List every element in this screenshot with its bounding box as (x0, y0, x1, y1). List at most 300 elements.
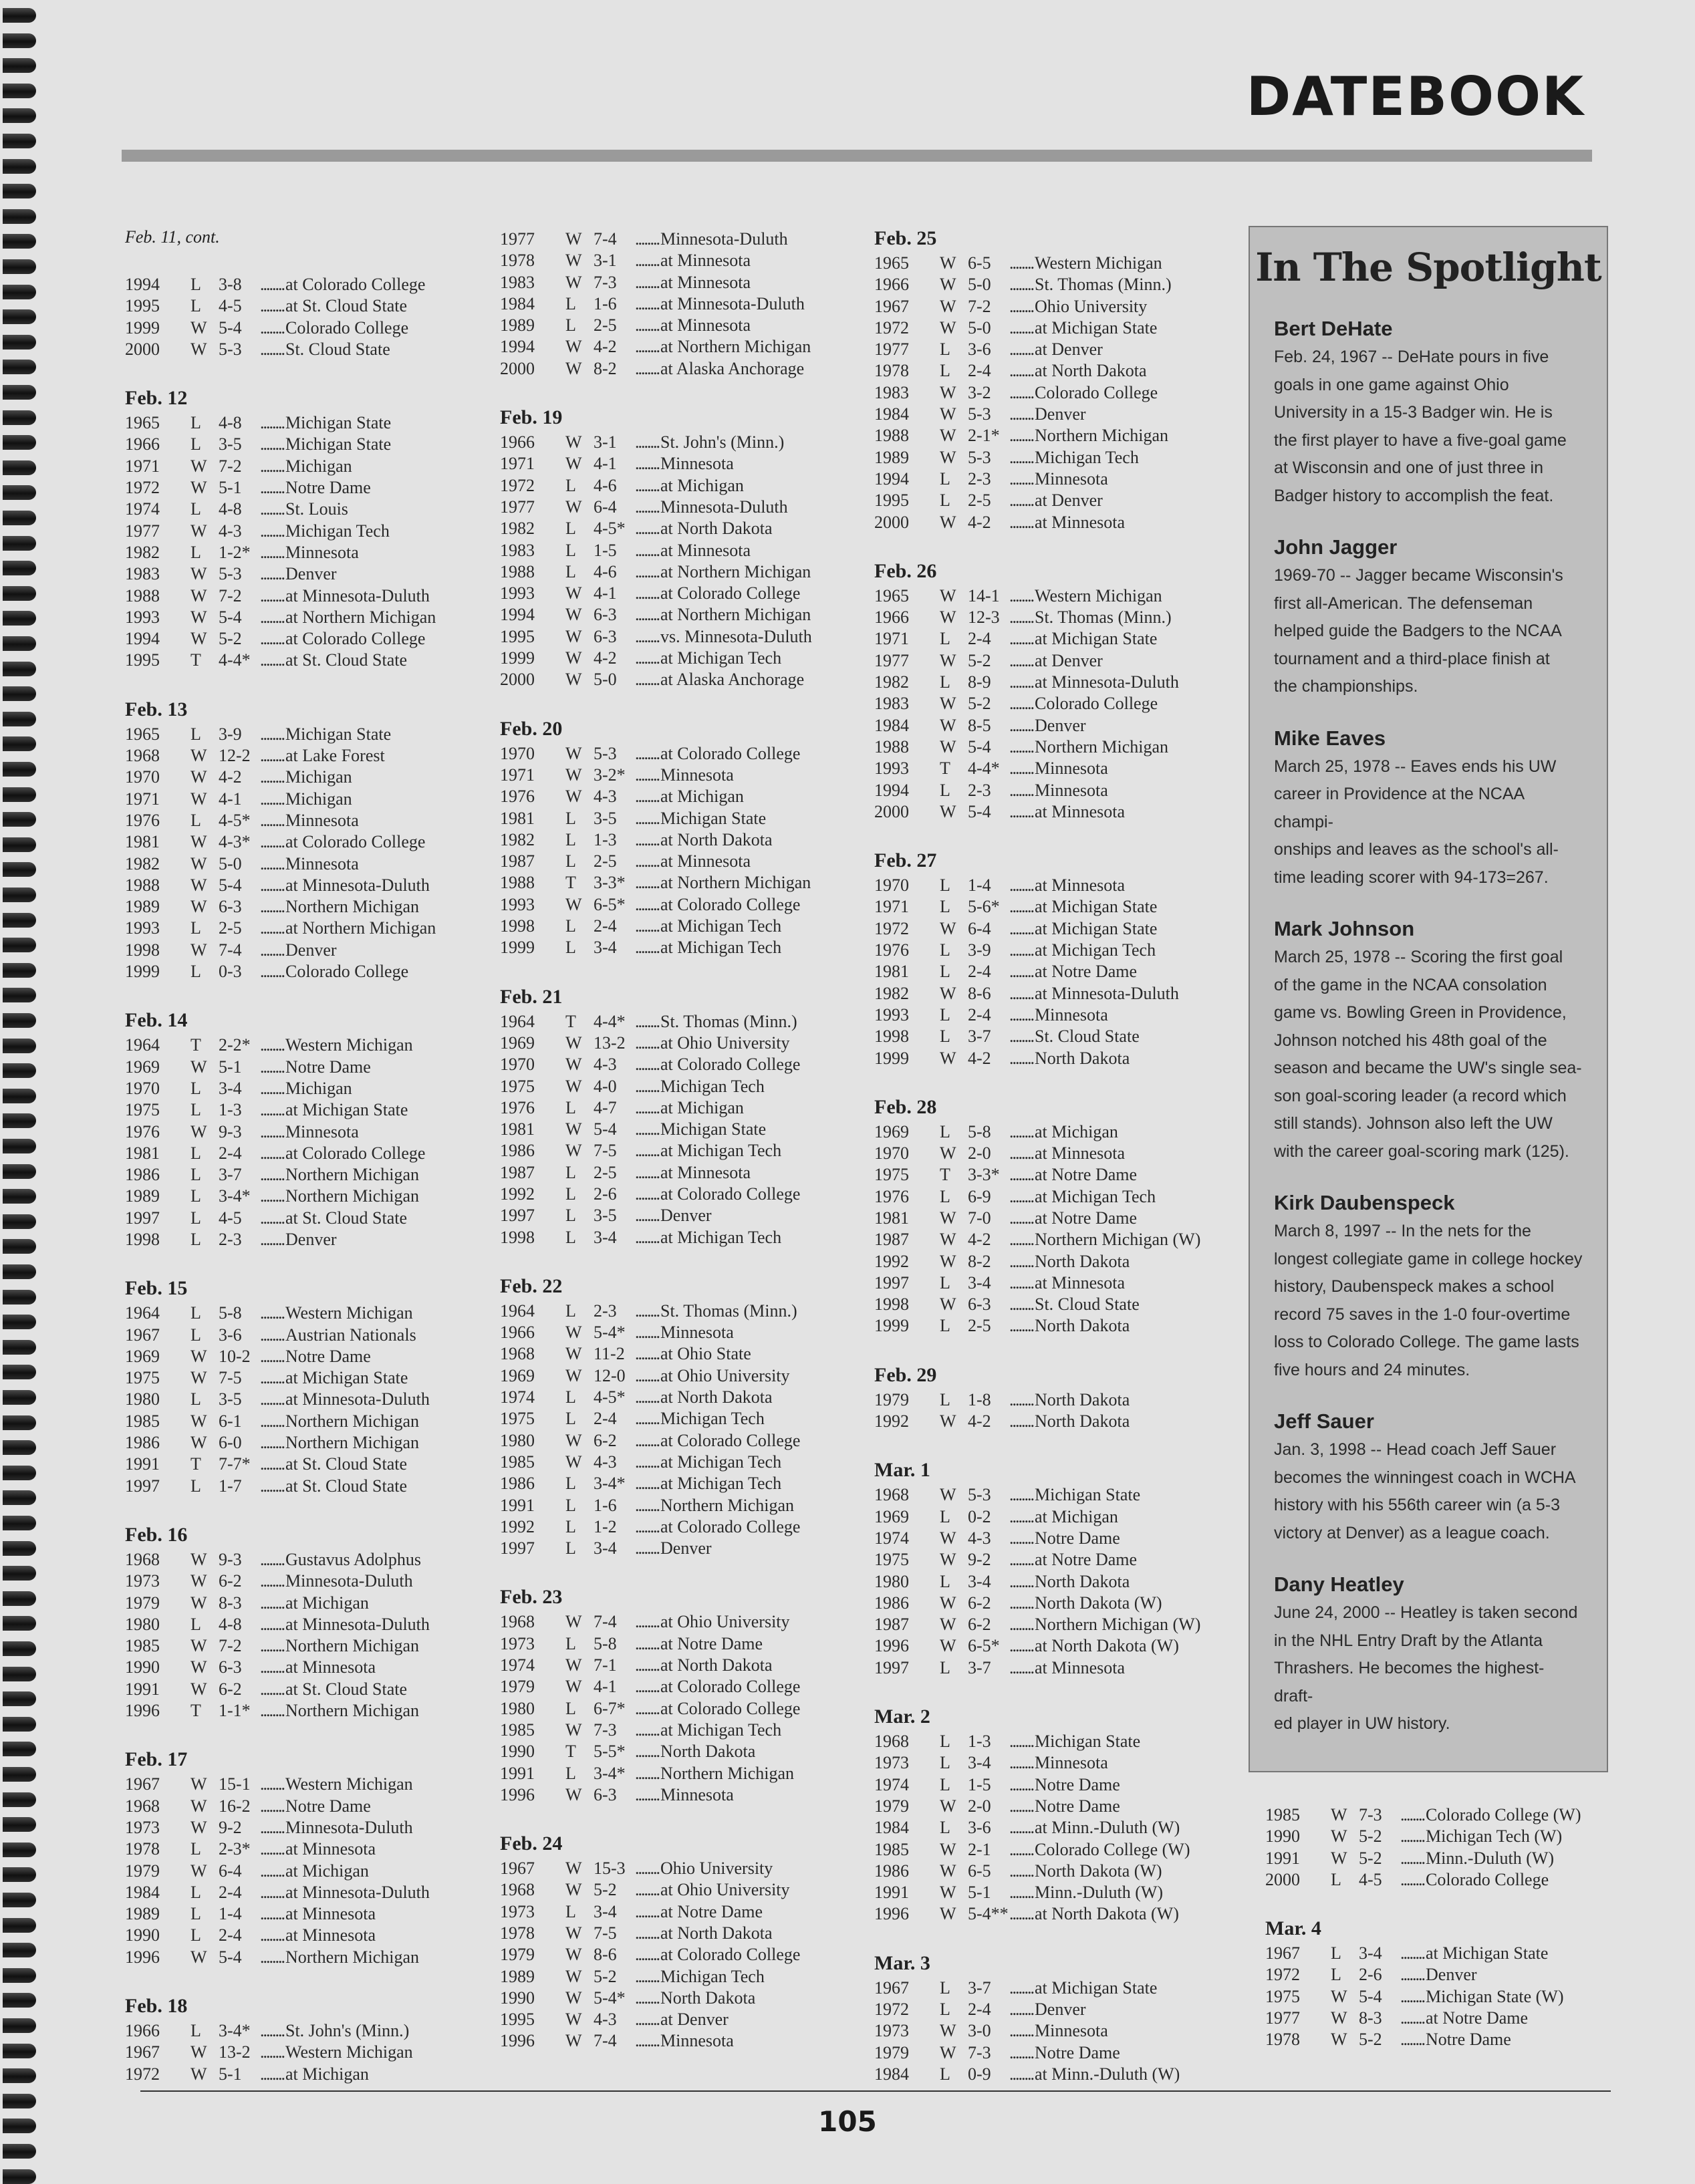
game-row (500, 1741, 834, 1762)
game-result: W (190, 1817, 207, 1837)
game-row (874, 801, 1208, 823)
game-score: 3-4 (968, 1272, 991, 1292)
date-section (1265, 1804, 1599, 1891)
game-score: 3-5 (594, 808, 617, 828)
game-row (125, 1657, 459, 1678)
spiral-coil (3, 712, 36, 726)
spiral-coil (3, 1842, 36, 1857)
game-result: L (940, 1571, 950, 1591)
game-score: 6-3 (219, 897, 242, 917)
game-year: 1971 (874, 897, 909, 917)
game-row (500, 1054, 834, 1075)
game-opponent: ........ at Michigan Tech (1009, 1186, 1208, 1208)
game-opponent: ........ Minnesota (1009, 780, 1208, 801)
date-heading: Feb. 11, cont. (125, 227, 220, 247)
game-result: W (190, 629, 207, 649)
date-heading: Feb. 28 (874, 1095, 937, 1118)
game-score: 5-4 (219, 1947, 242, 1967)
game-score: 3-4* (594, 1474, 626, 1494)
game-row (874, 317, 1208, 339)
game-opponent: ........ at Michigan (635, 475, 834, 497)
game-year: 1995 (125, 296, 160, 316)
spiral-coil (3, 1365, 36, 1379)
game-year: 1975 (874, 1165, 909, 1185)
game-score: 5-4 (594, 1119, 617, 1139)
game-score: 3-3* (968, 1165, 1000, 1185)
game-result: L (940, 468, 950, 489)
game-year: 1968 (125, 1796, 160, 1816)
game-year: 1983 (500, 540, 535, 560)
game-row (500, 1301, 834, 1322)
game-year: 1996 (125, 1701, 160, 1721)
date-heading: Feb. 20 (500, 717, 563, 740)
game-result: W (565, 454, 582, 474)
game-score: 9-2 (968, 1550, 991, 1570)
spotlight-line: in the NHL Entry Draft by the Atlanta (1274, 1631, 1543, 1650)
game-score: 6-4 (219, 1861, 242, 1881)
spotlight-line: loss to Colorado College. The game lasts (1274, 1333, 1579, 1351)
game-row (125, 650, 459, 671)
game-row (125, 1208, 459, 1229)
game-score: 5-0 (968, 317, 991, 337)
game-result: L (940, 1506, 950, 1526)
game-result: W (190, 521, 207, 541)
game-year: 1968 (125, 1549, 160, 1569)
game-year: 1983 (500, 272, 535, 292)
game-row (125, 2042, 459, 2063)
game-score: 4-4* (219, 650, 251, 670)
game-result: W (190, 2064, 207, 2084)
game-row (500, 1879, 834, 1901)
game-opponent: ........ Michigan State (W) (1400, 1986, 1599, 2008)
game-row (500, 626, 834, 648)
date-section (125, 1995, 459, 2085)
game-opponent: ........ at Michigan Tech (635, 1452, 834, 1473)
game-result: L (940, 940, 950, 960)
date-section (125, 1748, 459, 1968)
game-year: 1997 (500, 1206, 535, 1226)
game-score: 9-3 (219, 1121, 242, 1141)
game-result: W (940, 1485, 956, 1505)
results-column-3 (874, 227, 1208, 2112)
game-score: 12-3 (968, 607, 1000, 628)
game-opponent: ........ at Michigan State (1009, 918, 1208, 940)
game-score: 3-4 (1359, 1943, 1382, 1963)
game-result: L (190, 918, 201, 938)
game-row (874, 1839, 1208, 1861)
game-result: W (940, 317, 956, 337)
game-row (500, 293, 834, 315)
game-row (125, 1861, 459, 1882)
spiral-coil (3, 33, 36, 48)
game-row (874, 1882, 1208, 1903)
game-row (874, 918, 1208, 940)
game-result: L (190, 1078, 201, 1098)
date-heading: Feb. 24 (500, 1832, 563, 1855)
date-section (874, 1952, 1208, 2085)
spotlight-line: tournament and a third-place finish at (1274, 649, 1550, 668)
game-result: L (565, 1516, 576, 1536)
game-opponent: ........ at Minnesota (635, 315, 834, 336)
game-opponent: ........ Ohio University (635, 1858, 834, 1879)
game-score: 7-5 (594, 1141, 617, 1161)
game-year: 1995 (500, 626, 535, 646)
game-row (125, 767, 459, 788)
game-score: 6-4 (968, 918, 991, 938)
game-opponent: ........ at Colorado College (635, 743, 834, 765)
game-score: 3-7 (219, 1165, 242, 1185)
spiral-coil (3, 536, 36, 551)
game-opponent: ........ at Michigan State (1400, 1943, 1599, 1964)
game-score: 7-5 (594, 1923, 617, 1943)
game-year: 1980 (500, 1698, 535, 1718)
game-opponent: ........ at Colorado College (635, 1054, 834, 1075)
game-row (874, 715, 1208, 736)
game-opponent: ........ at Colorado College (260, 831, 459, 853)
game-opponent: ........ at Colorado College (260, 1143, 459, 1164)
game-result: W (565, 1966, 582, 1986)
game-result: L (565, 916, 576, 936)
game-row (500, 518, 834, 539)
spiral-coil (3, 385, 36, 400)
game-result: W (190, 897, 207, 917)
game-result: L (190, 2021, 201, 2040)
game-result: L (565, 475, 576, 495)
game-year: 1972 (1265, 1965, 1300, 1985)
game-result: L (565, 829, 576, 849)
game-opponent: ........ North Dakota (1009, 1389, 1208, 1411)
game-year: 1997 (874, 1272, 909, 1292)
game-score: 5-8 (219, 1303, 242, 1323)
game-opponent: ........ at Colorado College (635, 1430, 834, 1452)
game-result: L (565, 808, 576, 828)
spiral-coil (3, 511, 36, 525)
game-year: 1977 (874, 650, 909, 670)
date-section (125, 227, 459, 360)
game-opponent: ........ Western Michigan (260, 1035, 459, 1056)
date-section (125, 1277, 459, 1497)
game-row (500, 1784, 834, 1806)
game-result: T (190, 650, 201, 670)
game-score: 3-9 (219, 724, 242, 744)
game-score: 9-3 (219, 1549, 242, 1569)
game-result: W (565, 743, 582, 763)
spotlight-entry (1250, 1573, 1607, 1738)
date-heading: Feb. 23 (500, 1586, 563, 1609)
game-row (874, 360, 1208, 382)
game-year: 1976 (125, 810, 160, 830)
game-row (500, 1011, 834, 1033)
game-opponent: ........ at Minnesota (635, 250, 834, 271)
game-result: L (565, 851, 576, 871)
spotlight-line: Feb. 24, 1967 -- DeHate pours in five (1274, 348, 1549, 366)
game-opponent: ........ at Minnesota-Duluth (635, 293, 834, 315)
game-row (874, 1796, 1208, 1817)
game-opponent: ........ at Colorado College (635, 1516, 834, 1538)
game-row (874, 1186, 1208, 1208)
game-row (125, 745, 459, 767)
game-row (500, 916, 834, 937)
game-year: 1976 (874, 1186, 909, 1206)
game-opponent: ........ at Michigan State (1009, 896, 1208, 918)
game-opponent: ........ Michigan State (260, 434, 459, 455)
date-section (1265, 1917, 1599, 2050)
game-row (500, 1720, 834, 1741)
game-opponent: ........ Northern Michigan (W) (1009, 1614, 1208, 1635)
game-result: W (565, 626, 582, 646)
game-opponent: ........ at Minnesota (1009, 512, 1208, 533)
spiral-coil (3, 662, 36, 676)
game-year: 1967 (874, 1977, 909, 1998)
spiral-coil (3, 2144, 36, 2159)
game-score: 2-4 (968, 962, 991, 982)
game-opponent: ........ St. Thomas (Minn.) (1009, 274, 1208, 295)
date-heading: Feb. 22 (500, 1274, 563, 1297)
game-score: 2-3 (968, 780, 991, 800)
game-year: 1973 (125, 1571, 160, 1591)
game-row (500, 1162, 834, 1184)
date-section (125, 1524, 459, 1722)
spiral-coil (3, 1340, 36, 1355)
game-row (874, 404, 1208, 425)
game-year: 1966 (874, 275, 909, 295)
game-row (500, 829, 834, 851)
game-row (125, 1229, 459, 1250)
game-year: 1989 (125, 897, 160, 917)
game-year: 1985 (500, 1720, 535, 1740)
game-score: 7-4 (594, 1612, 617, 1632)
game-year: 1964 (500, 1011, 535, 1031)
game-row (874, 468, 1208, 490)
date-section (500, 1275, 834, 1560)
game-result: W (565, 497, 582, 517)
game-year: 1970 (874, 875, 909, 896)
game-opponent: ........ at Minnesota (635, 272, 834, 293)
game-year: 1984 (874, 1818, 909, 1838)
game-opponent: ........ Denver (1009, 1999, 1208, 2020)
game-opponent: ........ Minnesota-Duluth (260, 1571, 459, 1592)
game-result: T (940, 759, 950, 779)
game-result: L (940, 339, 950, 360)
game-year: 1966 (500, 1323, 535, 1343)
game-year: 1970 (500, 1055, 535, 1075)
game-score: 2-0 (968, 1796, 991, 1816)
spotlight-line: helped guide the Badgers to the NCAA (1274, 622, 1562, 640)
game-year: 2000 (500, 670, 535, 690)
game-year: 1978 (874, 361, 909, 381)
game-year: 1974 (125, 499, 160, 519)
game-year: 1998 (125, 940, 160, 960)
game-year: 1978 (125, 1839, 160, 1859)
spiral-coil (3, 1867, 36, 1882)
game-opponent: ........ at Denver (635, 2009, 834, 2030)
game-year: 1998 (874, 1027, 909, 1047)
game-result: W (190, 2042, 207, 2062)
game-opponent: ........ North Dakota (1009, 1048, 1208, 1069)
game-year: 1965 (874, 253, 909, 273)
game-opponent: ........ Colorado College (1009, 382, 1208, 404)
game-opponent: ........ North Dakota (1009, 1411, 1208, 1432)
game-row (500, 1076, 834, 1097)
game-row (500, 583, 834, 604)
game-row (125, 434, 459, 455)
game-score: 6-0 (219, 1433, 242, 1453)
spiral-coil (3, 988, 36, 1002)
game-score: 5-0 (594, 670, 617, 690)
spiral-coil (3, 862, 36, 877)
spiral-coil (3, 1541, 36, 1556)
game-opponent: ........ at Michigan State (1009, 317, 1208, 339)
spiral-coil (3, 913, 36, 928)
spiral-coil (3, 938, 36, 952)
game-row (125, 1057, 459, 1078)
game-result: W (190, 1549, 207, 1569)
spiral-coil (3, 1164, 36, 1179)
game-opponent: ........ vs. Minnesota-Duluth (635, 626, 834, 648)
game-result: W (565, 1141, 582, 1161)
game-opponent: ........ at Michigan (260, 2064, 459, 2085)
game-score: 4-2 (968, 512, 991, 532)
game-result: W (940, 426, 956, 446)
game-score: 4-4* (968, 759, 1000, 779)
game-result: L (190, 434, 201, 454)
game-result: W (190, 1947, 207, 1967)
game-result: L (940, 1389, 950, 1409)
game-score: 2-3* (219, 1839, 251, 1859)
game-result: W (940, 1528, 956, 1548)
date-heading: Feb. 19 (500, 406, 563, 429)
game-row (500, 1655, 834, 1676)
spiral-coil (3, 58, 36, 73)
game-year: 1999 (125, 962, 160, 982)
game-opponent: ........ Michigan State (1009, 1731, 1208, 1752)
game-score: 4-5 (219, 1208, 242, 1228)
game-row (500, 808, 834, 829)
game-row (125, 1571, 459, 1592)
game-opponent: ........ Minnesota (1009, 1752, 1208, 1774)
game-row (874, 1411, 1208, 1432)
game-year: 1967 (125, 2042, 160, 2062)
game-year: 1993 (874, 1004, 909, 1025)
game-score: 5-3 (968, 447, 991, 467)
game-year: 1986 (125, 1433, 160, 1453)
game-opponent: ........ Notre Dame (1009, 2042, 1208, 2064)
game-result: L (565, 540, 576, 560)
game-row (1265, 2029, 1599, 2050)
game-year: 1969 (500, 1033, 535, 1053)
game-score: 4-1 (594, 454, 617, 474)
spiral-coil (3, 1113, 36, 1128)
spotlight-entry (1250, 917, 1607, 1166)
game-year: 1972 (874, 317, 909, 337)
game-year: 1984 (874, 404, 909, 424)
game-result: W (565, 1655, 582, 1675)
game-result: W (190, 1411, 207, 1431)
game-score: 3-0 (968, 2021, 991, 2041)
spotlight-name: Kirk Daubenspeck (1274, 1191, 1455, 1214)
game-row (500, 1858, 834, 1879)
game-result: W (565, 1344, 582, 1364)
game-row (500, 1763, 834, 1784)
game-opponent: ........ at Ohio University (635, 1033, 834, 1054)
game-row (874, 1571, 1208, 1593)
game-opponent: ........ Notre Dame (260, 477, 459, 499)
game-opponent: ........ Michigan State (635, 808, 834, 829)
game-score: 7-5 (219, 1368, 242, 1388)
game-year: 1974 (874, 1774, 909, 1794)
spotlight-line: game vs. Bowling Green in Providence, (1274, 1003, 1567, 1022)
game-opponent: ........ at Michigan Tech (635, 1473, 834, 1494)
game-row (874, 628, 1208, 650)
game-opponent: ........ at North Dakota (635, 1923, 834, 1944)
game-score: 5-5* (594, 1742, 626, 1762)
game-row (1265, 1964, 1599, 1986)
date-heading: Feb. 29 (874, 1363, 937, 1386)
spotlight-line: University in a 15-3 Badger win. He is (1274, 403, 1553, 422)
spotlight-line: career in Providence at the NCAA champi- (1274, 785, 1524, 831)
game-opponent: ........ Minn.-Duluth (W) (1009, 1882, 1208, 1903)
game-row (874, 1731, 1208, 1752)
game-opponent: ........ Minnesota (260, 853, 459, 875)
game-score: 12-2 (219, 746, 251, 766)
game-result: L (940, 491, 950, 511)
spiral-coil (3, 1943, 36, 1957)
spotlight-line: son goal-scoring leader (a record which (1274, 1086, 1567, 1105)
game-row (125, 875, 459, 896)
game-opponent: ........ Michigan State (635, 1119, 834, 1140)
game-result: W (940, 275, 956, 295)
game-row (500, 1538, 834, 1559)
game-opponent: ........ Northern Michigan (635, 1763, 834, 1784)
game-row (874, 1251, 1208, 1272)
game-row (125, 1078, 459, 1099)
game-score: 4-5* (594, 519, 626, 539)
game-year: 1992 (874, 1251, 909, 1271)
game-year: 1982 (500, 519, 535, 539)
game-result: L (565, 315, 576, 335)
game-result: W (565, 337, 582, 357)
game-score: 0-2 (968, 1506, 991, 1526)
spotlight-line: March 25, 1978 -- Scoring the first goal (1274, 948, 1563, 966)
spotlight-name: Mike Eaves (1274, 726, 1386, 750)
spotlight-entry (1250, 317, 1607, 510)
game-opponent: ........ at Notre Dame (1009, 961, 1208, 982)
game-row (125, 961, 459, 982)
game-opponent: ........ Northern Michigan (260, 896, 459, 918)
game-opponent: ........ Northern Michigan (260, 1186, 459, 1207)
game-opponent: ........ Gustavus Adolphus (260, 1549, 459, 1571)
game-year: 1980 (500, 1430, 535, 1450)
game-score: 3-6 (968, 1818, 991, 1838)
game-result: L (190, 1882, 201, 1902)
game-opponent: ........ at Minnesota (635, 1162, 834, 1184)
game-result: W (940, 1593, 956, 1613)
spiral-coil (3, 234, 36, 249)
game-opponent: ........ at Colorado College (635, 894, 834, 916)
game-row (874, 1977, 1208, 1999)
game-result: L (190, 1186, 201, 1206)
game-result: W (190, 767, 207, 787)
game-opponent: ........ Michigan State (1009, 1484, 1208, 1506)
game-row (874, 1121, 1208, 1143)
game-result: L (565, 1538, 576, 1558)
game-row (125, 2020, 459, 2042)
game-score: 5-1 (219, 1057, 242, 1077)
game-row (500, 1387, 834, 1408)
spotlight-entry (1250, 1191, 1607, 1384)
date-section (874, 227, 1208, 533)
game-row (125, 2064, 459, 2085)
